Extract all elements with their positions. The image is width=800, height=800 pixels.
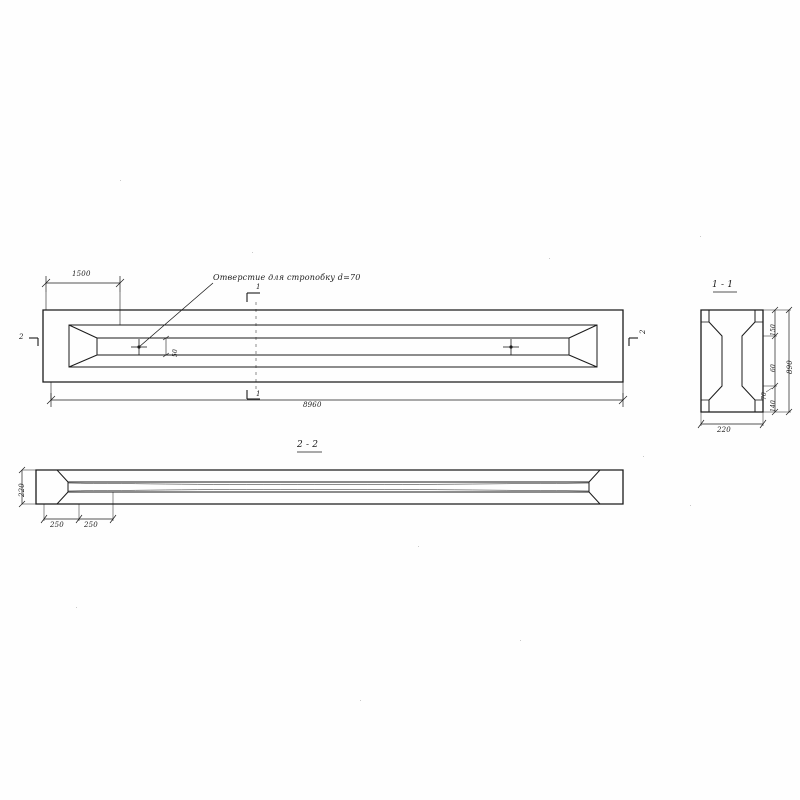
section-mark-1-top bbox=[247, 293, 260, 302]
section-2-2-dim-250-chain bbox=[41, 492, 116, 523]
scan-speckle bbox=[549, 258, 550, 259]
section-1-1-dim-70-label: 70 bbox=[761, 391, 768, 400]
lifting-hole-right bbox=[503, 339, 519, 355]
scan-speckle bbox=[520, 640, 521, 641]
dim-8960-label: 8960 bbox=[303, 401, 322, 409]
section-1-1-dim-flange-top-label: 150 bbox=[770, 323, 777, 336]
dim-1500-line bbox=[42, 276, 124, 325]
section-1-1-title: 1 - 1 bbox=[712, 280, 734, 290]
section-1-1-dim-890-label: 890 bbox=[786, 360, 794, 374]
scan-speckle bbox=[418, 546, 419, 547]
section-mark-2-left bbox=[29, 338, 38, 346]
section-2-2-dim-250-left-label: 250 bbox=[50, 521, 64, 529]
scan-speckle bbox=[643, 456, 644, 457]
section-1-1-dim-220-label: 220 bbox=[717, 426, 731, 434]
plan-view-outline bbox=[43, 310, 623, 382]
section-1-1-geometry bbox=[701, 310, 763, 412]
scan-speckle bbox=[700, 236, 701, 237]
scan-speckle bbox=[120, 180, 121, 181]
section-mark-2-right-label: 2 bbox=[639, 329, 647, 334]
section-2-2-dim-220-label: 220 bbox=[18, 483, 26, 497]
scan-speckle bbox=[252, 252, 253, 253]
section-2-2-title: 2 - 2 bbox=[297, 440, 319, 450]
section-mark-1-bottom-label: 1 bbox=[256, 390, 261, 398]
section-1-1-dim-220 bbox=[698, 412, 766, 428]
section-1-1-dim-web-label: 60 bbox=[770, 363, 777, 372]
scan-speckle bbox=[360, 700, 361, 701]
dim-50-label: 50 bbox=[172, 348, 179, 357]
scan-speckle bbox=[76, 607, 77, 608]
section-mark-2-left-label: 2 bbox=[19, 333, 24, 341]
dim-8960-line bbox=[47, 382, 627, 407]
note-leader-line bbox=[139, 283, 213, 347]
dim-50-line bbox=[163, 336, 169, 357]
dim-1500-label: 1500 bbox=[72, 270, 91, 278]
section-2-2-geometry bbox=[36, 470, 623, 504]
scan-speckle bbox=[690, 505, 691, 506]
section-1-1-dim-flange-bottom-label: 140 bbox=[770, 399, 777, 412]
section-mark-1-top-label: 1 bbox=[256, 283, 261, 291]
note-lifting-hole: Отверстие для стропобку d=70 bbox=[213, 273, 361, 282]
section-mark-2-right bbox=[629, 338, 638, 346]
section-2-2-dim-250-right-label: 250 bbox=[84, 521, 98, 529]
